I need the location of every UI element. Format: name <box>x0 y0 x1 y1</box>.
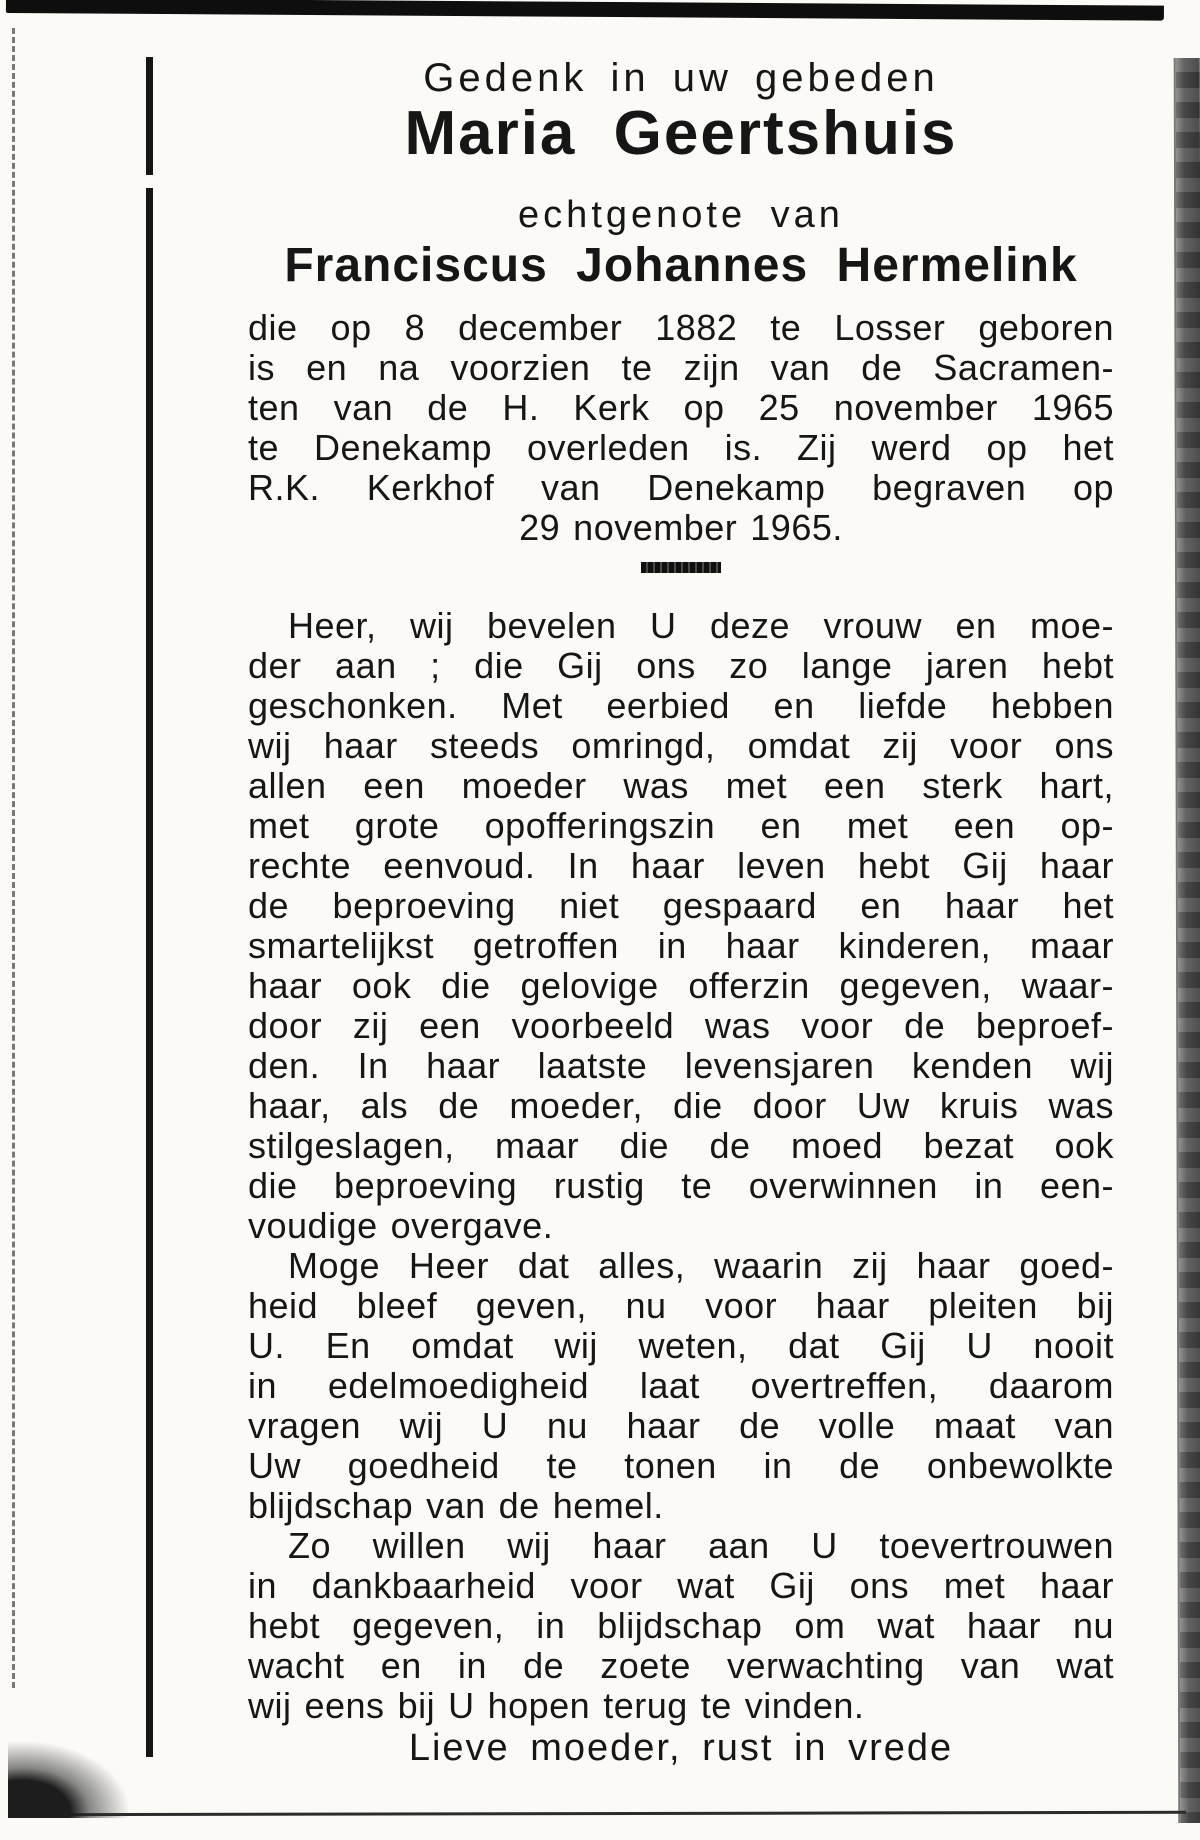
text-line: door zij een voorbeeld was voor de beproef- <box>248 1006 1114 1046</box>
text-line: smartelijkst getroffen in haar kinderen, maar <box>248 926 1114 966</box>
text-line: wij eens bij U hopen terug te vinden. <box>248 1685 865 1726</box>
text-line: de beproeving niet gespaard en haar het <box>248 886 1114 926</box>
prayer-text <box>248 606 1114 1726</box>
text-line: haar ook die gelovige offerzin gegeven, waar- <box>248 966 1114 1006</box>
text-line: met grote opofferingszin en met een op- <box>248 806 1114 846</box>
text-line: heid bleef geven, nu voor haar pleiten bij <box>248 1286 1114 1326</box>
text-line: geschonken. Met eerbied en liefde hebben <box>248 686 1114 726</box>
text-line: vragen wij U nu haar de volle maat van <box>248 1406 1114 1446</box>
closing-line: Lieve moeder, rust in vrede <box>408 1727 954 1769</box>
text-line: wij haar steeds omringd, omdat zij voor ons <box>248 726 1114 766</box>
deceased-name: Maria Geertshuis <box>404 99 958 168</box>
section-divider <box>641 562 721 573</box>
text-line: te Denekamp overleden is. Zij werd op het <box>248 428 1114 468</box>
text-line: R.K. Kerkhof van Denekamp begraven op <box>248 468 1114 508</box>
card-content <box>248 0 1114 1840</box>
intro-line: Gedenk in uw gebeden <box>423 56 939 100</box>
text-line: die op 8 december 1882 te Losser geboren <box>248 308 1114 348</box>
text-line: U. En omdat wij weten, dat Gij U nooit <box>248 1326 1114 1366</box>
text-line: stilgeslagen, maar die de moed bezat ook <box>248 1126 1114 1166</box>
text-line: haar, als de moeder, die door Uw kruis was <box>248 1086 1114 1126</box>
relation-line: echtgenote van <box>518 194 844 236</box>
text-line: in edelmoedigheid laat overtreffen, daarom <box>248 1366 1114 1406</box>
text-line: wacht en in de zoete verwachting van wat <box>248 1646 1114 1686</box>
text-line: den. In haar laatste levensjaren kenden wij <box>248 1046 1114 1086</box>
text-line: Moge Heer dat alles, waarin zij haar goed- <box>288 1246 1114 1286</box>
text-line: der aan ; die Gij ons zo lange jaren hebt <box>248 646 1114 686</box>
text-line: Zo willen wij haar aan U toevertrouwen <box>288 1526 1114 1566</box>
text-line: allen een moeder was met een sterk hart, <box>248 766 1114 806</box>
text-line: Uw goedheid te tonen in de onbewolkte <box>248 1446 1114 1486</box>
spouse-name: Franciscus Johannes Hermelink <box>284 239 1078 292</box>
text-line: Heer, wij bevelen U deze vrouw en moe- <box>288 606 1114 646</box>
scan-artifact-right-edge <box>1174 58 1200 1823</box>
text-line: hebt gegeven, in blijdschap om wat haar nu <box>248 1606 1114 1646</box>
text-line: die beproeving rustig te overwinnen in een- <box>248 1166 1114 1206</box>
scan-artifact-left-edge <box>12 28 15 1688</box>
text-line: rechte eenvoud. In haar leven hebt Gij haar <box>248 846 1114 886</box>
scan-artifact-corner-smudge <box>8 1742 128 1818</box>
text-line: voudige overgave. <box>248 1205 554 1246</box>
biography-text <box>248 308 1114 548</box>
text-line: blijdschap van de hemel. <box>248 1485 664 1526</box>
text-line: ten van de H. Kerk op 25 november 1965 <box>248 388 1114 428</box>
text-line: in dankbaarheid voor wat Gij ons met haar <box>248 1566 1114 1606</box>
card-left-rule <box>146 57 153 1757</box>
text-line: 29 november 1965. <box>519 507 843 548</box>
text-line: is en na voorzien te zijn van de Sacramen- <box>248 348 1114 388</box>
